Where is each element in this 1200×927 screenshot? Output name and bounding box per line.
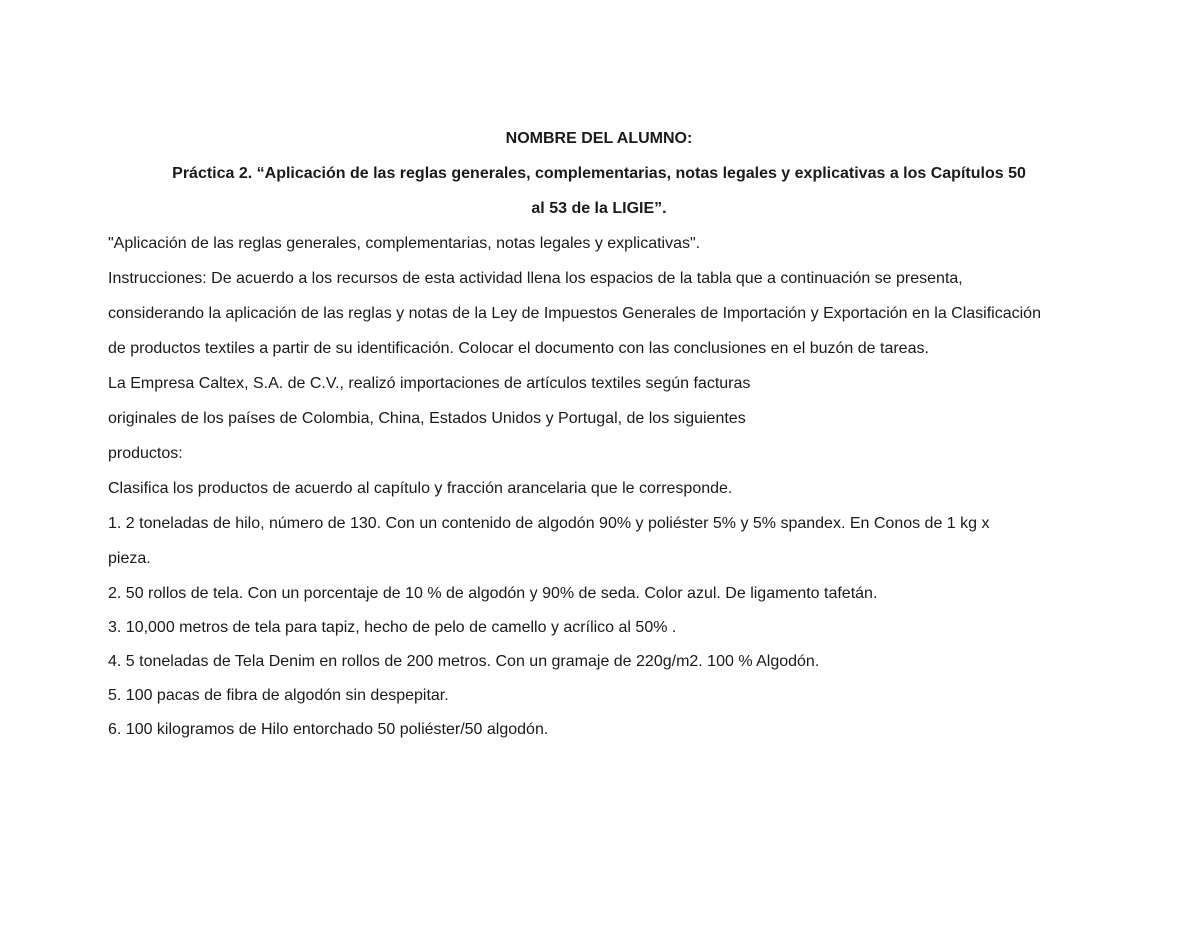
item-3: 3. 10,000 metros de tela para tapiz, hecho de pelo de camello y acrílico al 50% . — [108, 619, 677, 636]
item-4: 4. 5 toneladas de Tela Denim en rollos de 200 metros. Con un gramaje de 220g/m2. 100 % Algodón. — [108, 653, 820, 670]
practice-title-line-2: al 53 de la LIGIE”. — [531, 200, 667, 217]
instructions-line-3: de productos textiles a partir de su identificación. Colocar el documento con las conclusiones en el buzón de tareas. — [108, 340, 929, 357]
subtitle: "Aplicación de las reglas generales, complementarias, notas legales y explicativas". — [108, 235, 701, 252]
task-statement: Clasifica los productos de acuerdo al capítulo y fracción arancelaria que le corresponde. — [108, 480, 733, 497]
item-5: 5. 100 pacas de fibra de algodón sin despepitar. — [108, 687, 449, 704]
case-line-1: La Empresa Caltex, S.A. de C.V., realizó importaciones de artículos textiles según facturas — [108, 375, 751, 392]
item-6: 6. 100 kilogramos de Hilo entorchado 50 poliéster/50 algodón. — [108, 721, 549, 738]
instructions-line-1: Instrucciones: De acuerdo a los recursos de esta actividad llena los espacios de la tabla que a continuación se presenta, — [108, 270, 963, 287]
item-1-line-1: 1. 2 toneladas de hilo, número de 130. Con un contenido de algodón 90% y poliéster 5% y 5% spandex. En Conos de 1 kg x — [108, 515, 990, 532]
document-page — [108, 128, 1090, 753]
student-name-label: NOMBRE DEL ALUMNO: — [505, 130, 693, 147]
item-2: 2. 50 rollos de tela. Con un porcentaje de 10 % de algodón y 90% de seda. Color azul. De ligamento tafetán. — [108, 585, 878, 602]
instructions-line-2: considerando la aplicación de las reglas y notas de la Ley de Impuestos Generales de Importación y Exportación en la Clasificación — [108, 305, 1041, 322]
case-line-3: productos: — [108, 445, 183, 462]
case-line-2: originales de los países de Colombia, China, Estados Unidos y Portugal, de los siguientes — [108, 410, 746, 427]
item-1-line-2: pieza. — [108, 550, 151, 567]
practice-title-line-1: Práctica 2. “Aplicación de las reglas generales, complementarias, notas legales y explicativas a los Capítulos 50 — [172, 165, 1026, 182]
